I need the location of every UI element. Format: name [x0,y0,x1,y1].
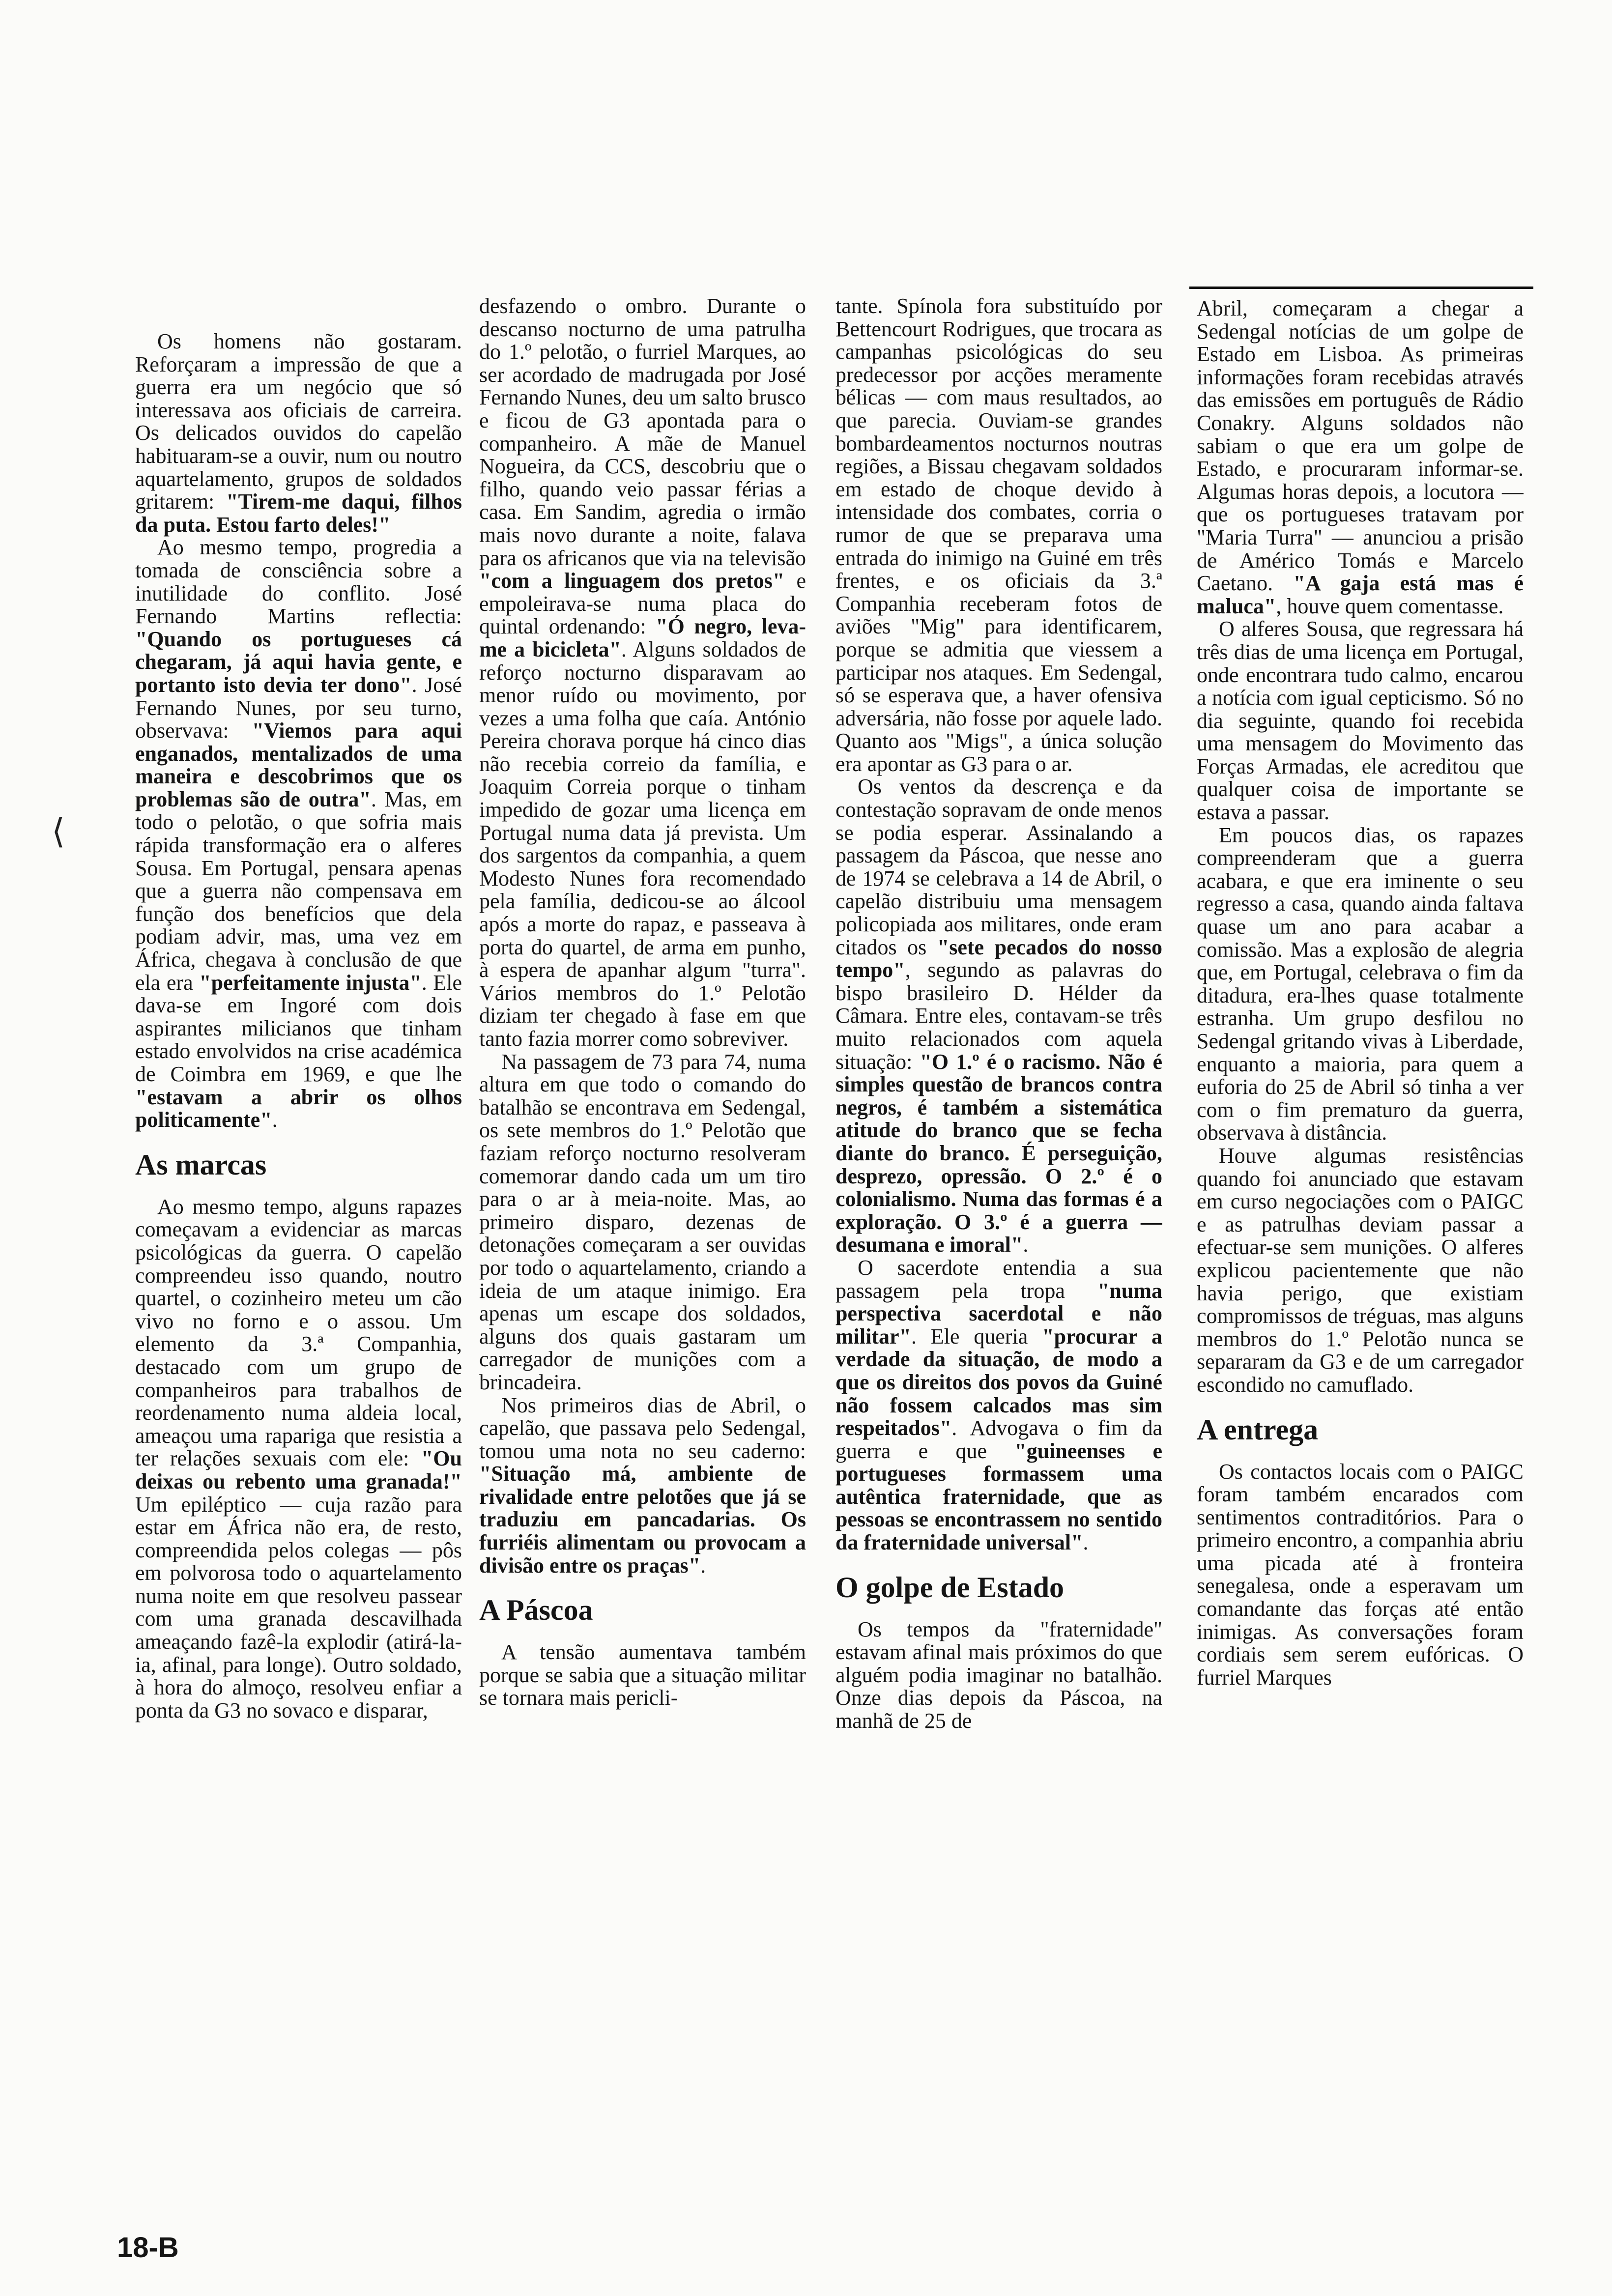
text-column-4 [1197,297,1524,2017]
body-text: Ao mesmo tempo, progredia a tomada de consciência sobre a inutilidade do conflito. José Fernando Martins reflectia: [135,535,462,629]
body-text: . Advogava o fim da guerra e que [835,1416,1162,1463]
paragraph [1197,618,1524,824]
paragraph [835,1257,1162,1554]
quote-text: "perfeitamente injusta" [199,970,422,995]
quote-text: "Quando os portugueses cá chegaram, já aqui havia gente, e portanto isto devia ter dono" [135,627,462,697]
section-heading: A Páscoa [479,1594,593,1627]
paragraph [1197,1145,1524,1397]
body-text: . [1083,1530,1089,1555]
body-text: O alferes Sousa, que regressara há três dias de uma licença em Portugal, onde encontrara tudo calmo, encarou a notícia com igual cepticismo. Só no dia seguinte, quando foi recebida uma mensagem do Movimento das Forças Armadas, ele acreditou que qualquer coisa de importante se estava a passar. [1197,617,1524,825]
body-text: . [700,1553,706,1578]
section-heading: A entrega [1197,1413,1319,1446]
page-number: 18-B [117,2232,179,2264]
paragraph [835,1618,1162,1733]
paragraph [835,295,1162,775]
body-text: tante. Spínola fora substituído por Bettencourt Rodrigues, que trocara as campanhas psicológicas do seu predecessor por acções meramente bélicas — com maus resultados, ao que parecia. Ouviam-se grandes bombardeamentos nocturnos noutras regiões, a Bissau chegavam soldados em estado de choque devido à intensidade dos combates, corria o rumor de que se preparava uma entrada do inimigo na Guiné em três frentes, e os oficiais da 3.ª Companhia receberam fotos de aviões "Mig" para identificarem, porque se admitia que viessem a participar nos ataques. Em Sedengal, só se esperava que, a haver ofensiva adversária, não fosse por aquele lado. Quanto aos "Migs", a única solução era apontar as G3 para o ar. [835,295,1162,776]
section-heading: As marcas [135,1148,267,1181]
body-text: Em poucos dias, os rapazes compreenderam que a guerra acabara, e que era iminente o seu regresso a casa, quando ainda faltava quase um ano para acabar a comissão. Mas a explosão de alegria que, em Portugal, celebrava o fim da ditadura, era-lhes quase totalmente estranha. Um grupo desfilou no Sedengal gritando vivas à Liberdade, enquanto a maioria, para quem a euforia do 25 de Abril só tinha a ver com o fim prematuro da guerra, observava à distância. [1197,823,1524,1145]
body-text: Um epiléptico — cuja razão para estar em África não era, de resto, compreendida pelos colegas — pôs em polvorosa todo o aquartelamento numa noite em que resolveu passear com uma granada descavilhada ameaçando fazê-la explodir (atirá-la-ia, afinal, para longe). Outro soldado, à hora do almoço, resolveu enfiar a ponta da G3 no sovaco e disparar, [135,1492,462,1722]
paragraph [135,536,462,1131]
quote-text: "A gaja está mas é maluca" [1197,571,1524,618]
quote-text: "Situação má, ambiente de rivalidade entre pelotões que já se traduziu em pancadarias. Os furriéis alimentam ou provocam a divisão entre os praças" [479,1462,806,1578]
body-text: , houve quem comentasse. [1276,594,1504,618]
quote-text: "sete pecados do nosso tempo" [835,935,1162,982]
body-text: Os ventos da descrença e da contestação sopravam de onde menos se podia esperar. Assinalando a passagem da Páscoa, que nesse ano de 1974 se celebrava a 14 de Abril, o capelão distribuiu uma mensagem policopiada aos militares, onde eram citados os [835,775,1162,959]
margin-mark: ⟨ [52,811,65,851]
body-text: Nos primeiros dias de Abril, o capelão, que passava pelo Sedengal, tomou uma nota no seu caderno: [479,1393,806,1463]
paragraph [479,1051,806,1394]
quote-text: "Ou deixas ou rebento uma granada!" [135,1446,462,1493]
paragraph [479,1394,806,1578]
text-column-1 [135,330,462,2050]
paragraph [1197,824,1524,1145]
body-text: Abril, começaram a chegar a Sedengal notícias de um golpe de Estado em Lisboa. As primeiras informações foram recebidas através das emissões em português de Rádio Conakry. Alguns soldados não sabiam o que era um golpe de Estado, e procuraram informar-se. Algumas horas depois, a locutora — que os portugueses tratavam por "Maria Turra" — anunciou a prisão de Américo Tomás e Marcelo Caetano. [1197,297,1524,596]
quote-text: "Viemos para aqui enganados, mentalizados de uma maneira e descobrimos que os problemas são de outra" [135,718,462,811]
body-text: e empoleirava-se numa placa do quintal ordenando: [479,569,806,639]
paragraph [479,1641,806,1710]
body-text: . [1023,1233,1029,1257]
body-text: . Mas, em todo o pelotão, o que sofria mais rápida transformação era o alferes Sousa. Em Portugal, pensara apenas que a guerra não compensava em função dos benefícios que dela podiam advir, mas, uma vez em África, chegava à conclusão de que ela era [135,787,462,995]
paragraph [135,330,462,536]
body-text: . Alguns soldados de reforço nocturno disparavam ao menor ruído ou movimento, por vezes a uma folha que caía. António Pereira chorava porque há cinco dias não recebia correio da família, e Joaquim Correia porque o tinham impedido de gozar uma licença em Portugal numa data já prevista. Um dos sargentos da companhia, a quem Modesto Nunes fora recomendado pela família, dedicou-se ao álcool após a morte do rapaz, e passeava à porta do quartel, de arma em punho, à espera de apanhar algum "turra". Vários membros do 1.º Pelotão diziam ter chegado à fase em que tanto fazia morrer como sobreviver. [479,637,806,1051]
paragraph [835,775,1162,1256]
body-text: desfazendo o ombro. Durante o descanso nocturno de uma patrulha do 1.º pelotão, o furriel Marques, ao ser acordado de madrugada por José Fernando Nunes, deu um salto brusco e ficou de G3 apontada para o companheiro. A mãe de Manuel Nogueira, da CCS, descobriu que o filho, quando veio passar férias a casa. Em Sandim, agredia o irmão mais novo durante a noite, falava para os africanos que via na televisão [479,295,806,570]
body-text: A tensão aumentava também porque se sabia que a situação militar se tornara mais pericli- [479,1640,806,1710]
paragraph [135,1196,462,1722]
body-text: Os homens não gostaram. Reforçaram a impressão de que a guerra era um negócio que só interessava aos oficiais de carreira. Os delicados ouvidos do capelão habituaram-se a ouvir, num ou noutro aquartelamento, grupos de soldados gritarem: [135,330,462,514]
body-text: . José Fernando Nunes, por seu turno, observava: [135,672,462,743]
body-text: . Ele queria [911,1324,1042,1349]
paragraph [1197,297,1524,618]
quote-text: "Ó negro, leva-me a bicicleta" [479,614,806,661]
quote-text: "numa perspectiva sacerdotal e não militar" [835,1278,1162,1349]
text-column-2 [479,295,806,2015]
body-text: Ao mesmo tempo, alguns rapazes começavam a evidenciar as marcas psicológicas da guerra. O capelão compreendeu isso quando, noutro quartel, o cozinheiro meteu um cão vivo no forno e o assou. Um elemento da 3.ª Companhia, destacado com um grupo de companheiros para trabalhos de reordenamento numa aldeia local, ameaçou uma rapariga que resistia a ter relações sexuais com ele: [135,1194,462,1471]
body-text: Houve algumas resistências quando foi anunciado que estavam em curso negociações com o PAIGC e as patrulhas deviam passar a efectuar-se sem munições. O alferes explicou pacientemente que não havia perigo, que existiam compromissos de tréguas, mas alguns membros do 1.º Pelotão nunca se separaram da G3 e de um carregador escondido no camuflado. [1197,1143,1524,1397]
quote-text: "procurar a verdade da situação, de modo a que os direitos dos povos da Guiné não fossem calcados mas sim respeitados" [835,1324,1162,1440]
body-text: Os contactos locais com o PAIGC foram também encarados com sentimentos contraditórios. Para o primeiro encontro, a companhia abriu uma picada até à fronteira senegalesa, onde a esperavam um comandante das forças até então inimigas. As conversações foram cordiais sem serem eufóricas. O furriel Marques [1197,1459,1524,1690]
text-column-3 [835,295,1162,2015]
top-rule [1189,287,1533,289]
body-text: Os tempos da "fraternidade" estavam afinal mais próximos do que alguém podia imaginar no batalhão. Onze dias depois da Páscoa, na manhã de 25 de [835,1617,1162,1733]
section-heading: O golpe de Estado [835,1571,1065,1604]
body-text: , segundo as palavras do bispo brasileiro D. Hélder da Câmara. Entre eles, contavam-se três muito relacionados com aquela situação: [835,958,1162,1074]
paragraph [1197,1461,1524,1690]
body-text: Na passagem de 73 para 74, numa altura em que todo o comando do batalhão se encontrava em Sedengal, os sete membros do 1.º Pelotão que faziam reforço nocturno resolveram comemorar dando cada um um tiro para o ar à meia-noite. Mas, ao primeiro disparo, dezenas de detonações começaram a ser ouvidas por todo o aquartelamento, criando a ideia de um ataque inimigo. Era apenas um escape dos soldados, alguns dos quais gastaram um carregador de munições com a brincadeira. [479,1049,806,1394]
body-text: . Ele dava-se em Ingoré com dois aspirantes milicianos que tinham estado envolvidos na crise académica de Coimbra em 1969, e que lhe [135,970,462,1086]
quote-text: "O 1.º é o racismo. Não é simples questão de brancos contra negros, é também a sistemática atitude do branco que se fecha diante do branco. É perseguição, desprezo, opressão. O 2.º é o colonialismo. Numa das formas é a exploração. O 3.º é a guerra — desumana e imoral" [835,1049,1162,1257]
quote-text: "estavam a abrir os olhos politicamente" [135,1085,462,1132]
body-text: . [272,1108,278,1132]
paragraph [479,295,806,1051]
quote-text: "Tirem-me daqui, filhos da puta. Estou farto deles!" [135,489,462,537]
quote-text: "com a linguagem dos pretos" [479,569,785,593]
quote-text: "guineenses e portugueses formassem uma autêntica fraternidade, que as pessoas se encontrassem no sentido da fraternidade universal" [835,1438,1162,1555]
body-text: O sacerdote entendia a sua passagem pela tropa [835,1255,1162,1303]
